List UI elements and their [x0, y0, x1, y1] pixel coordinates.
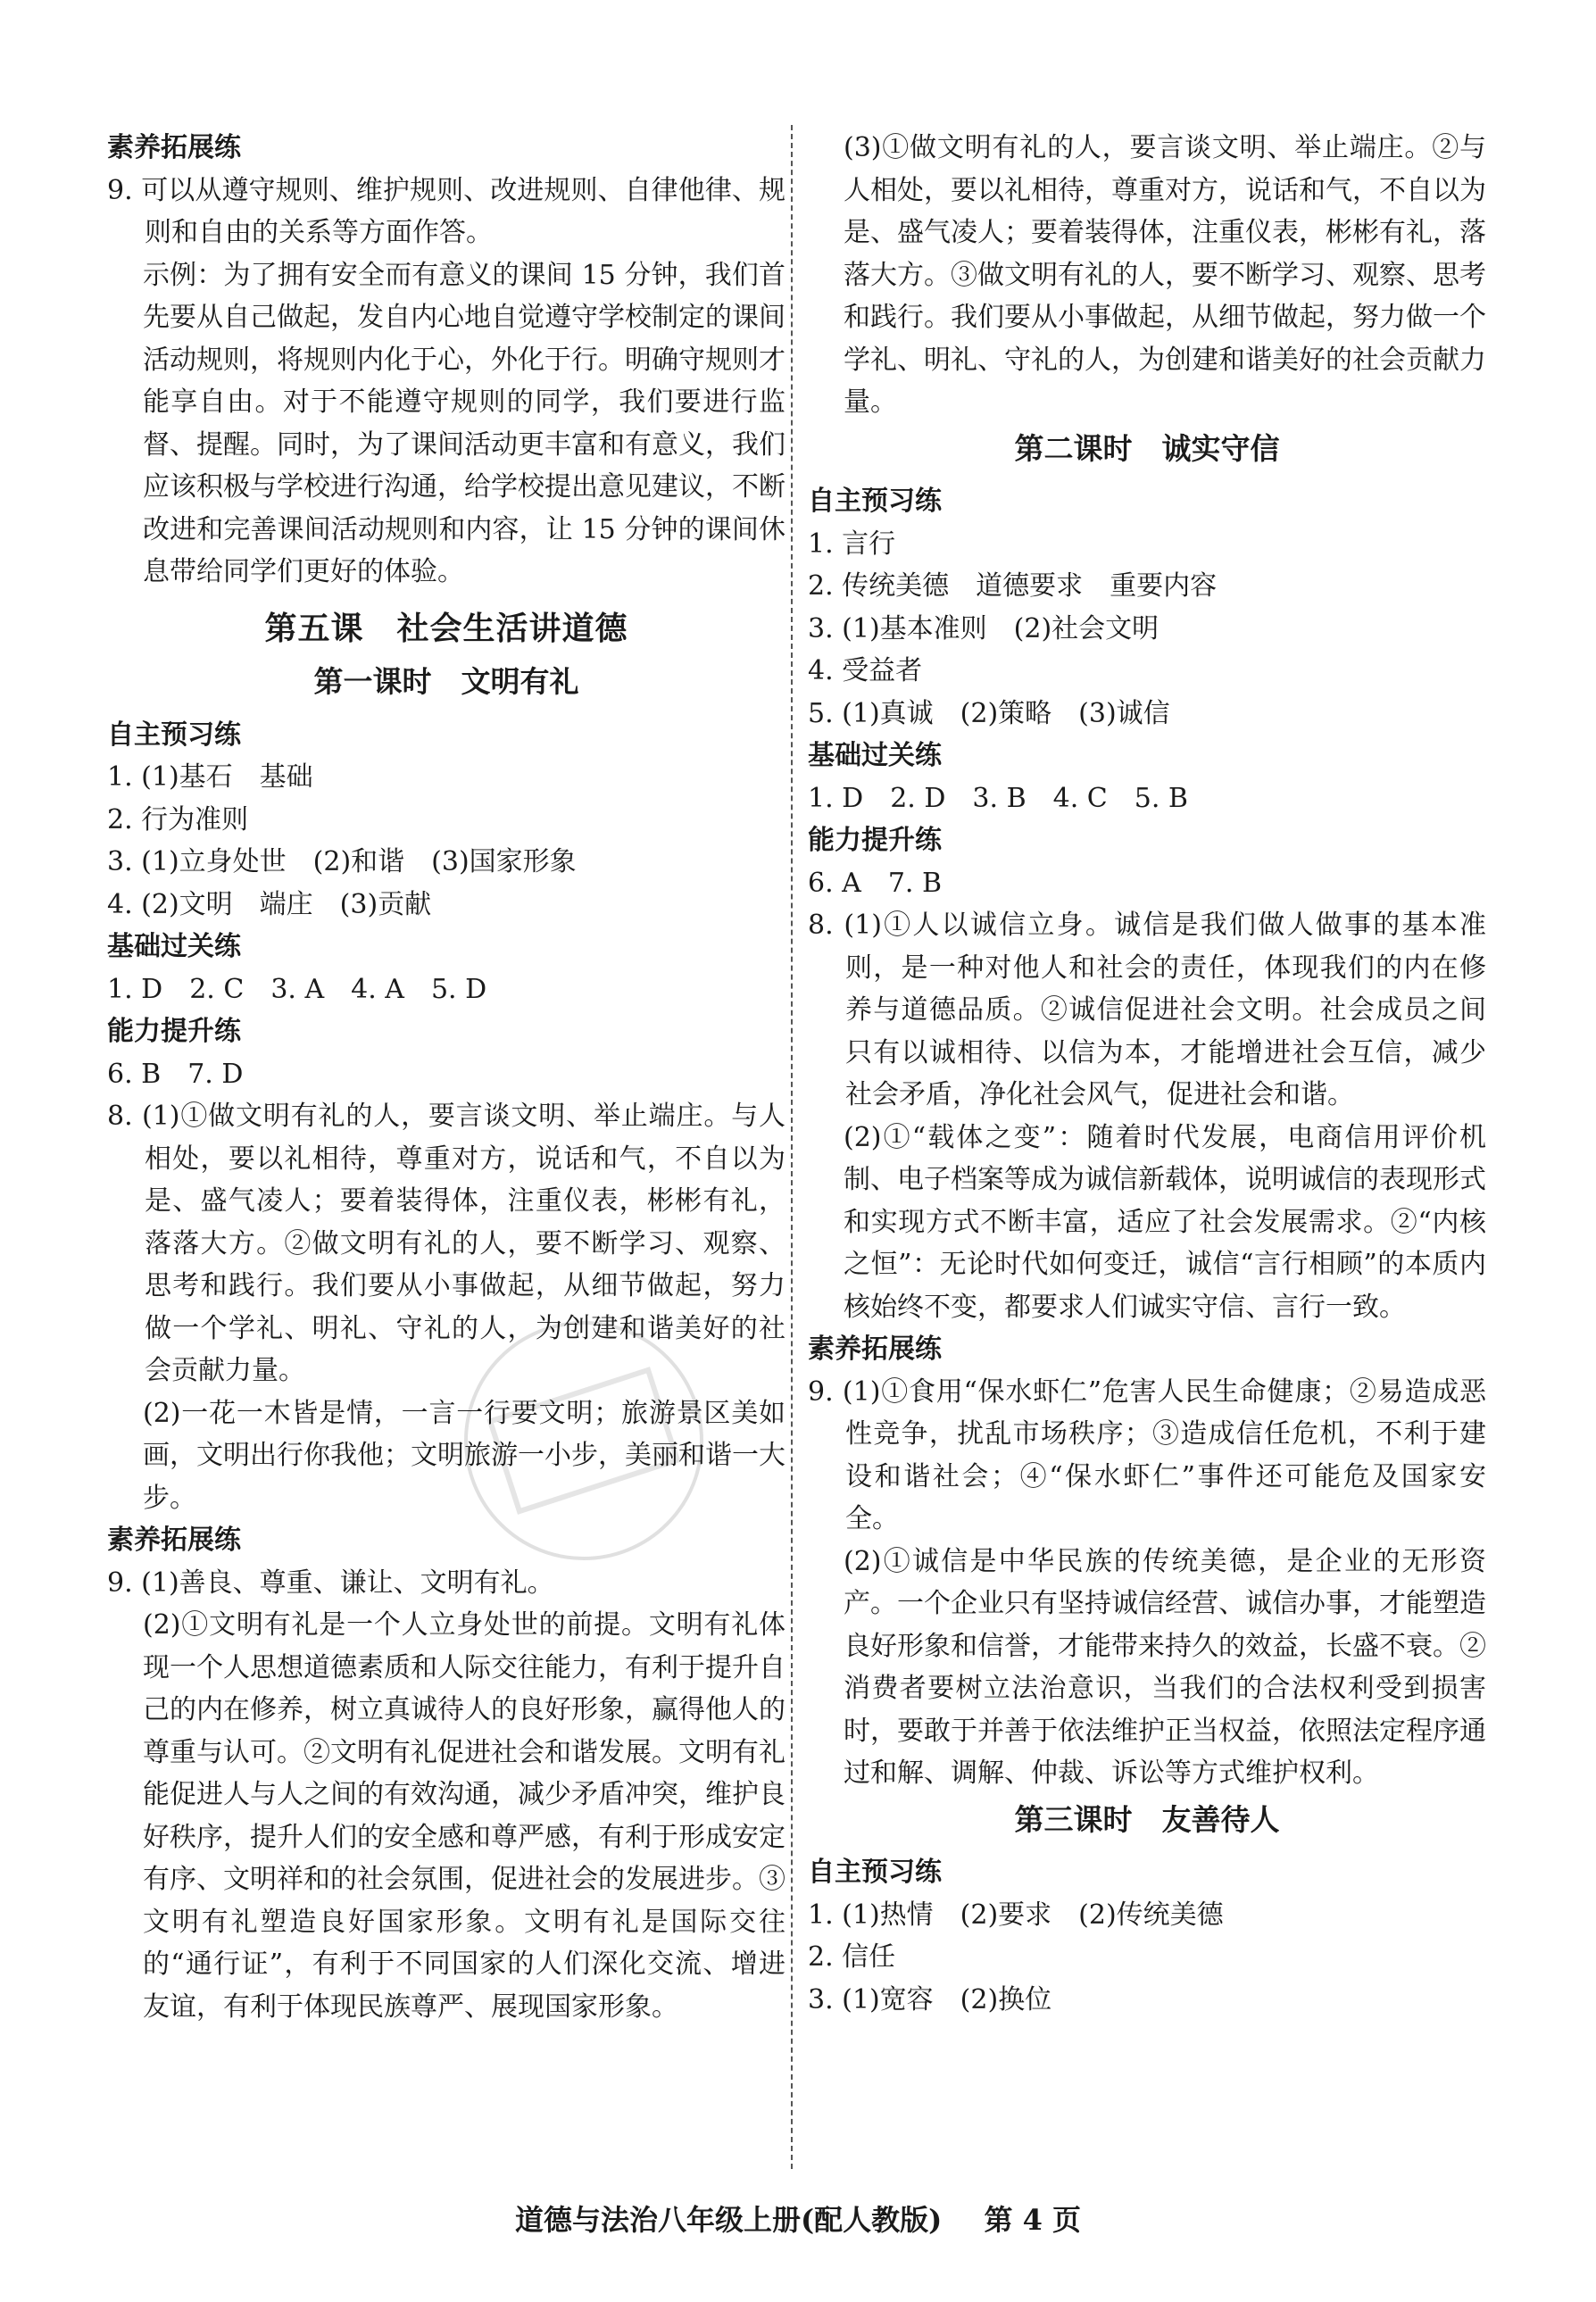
answer-line: 2. 传统美德 道德要求 重要内容 — [808, 570, 1218, 602]
answer-paragraph: (2)①诚信是中华民族的传统美德，是企业的无形资产。一个企业只有坚持诚信经营、诚信办事，才能塑造良好形象和信誉，才能带来持久的效益，长盛不衰。②消费者要树立法治意识，当我们的合法权利受到损害时，要敢于并善于依法维护正当权益，依照法定程序通过和解、调解、仲裁、诉讼等方式维护权利。 — [844, 1545, 1486, 1789]
page-footer — [0, 2198, 1596, 2239]
answer-paragraph: (2)一花一木皆是情，一言一行要文明；旅游景区美如画，文明出行你我他；文明旅游一小步，美丽和谐一大步。 — [143, 1397, 786, 1514]
section-heading: 素养拓展练 — [107, 1525, 241, 1556]
answer-line: 1. D 2. C 3. A 4. A 5. D — [107, 973, 487, 1005]
answer-line: 3. (1)立身处世 (2)和谐 (3)国家形象 — [107, 846, 577, 877]
footer-page-number: 第 4 页 — [984, 2203, 1081, 2237]
left-column — [107, 127, 786, 2028]
answer-item: 8. (1)①人以诚信立身。诚信是我们做人做事的基本准则，是一种对他人和社会的责任，体现我们的内在修养与道德品质。②诚信促进社会文明。社会成员之间只有以诚相待、以信为本，才能增进社会互信，减少社会矛盾，净化社会风气，促进社会和谐。 — [808, 910, 1486, 1110]
subsection-title: 第三课时 友善待人 — [1014, 1801, 1280, 1837]
section-heading: 自主预习练 — [107, 719, 241, 751]
column-divider — [791, 125, 793, 2169]
subsection-title: 第二课时 诚实守信 — [1014, 430, 1280, 466]
answer-line: 2. 行为准则 — [107, 803, 249, 835]
answer-line: 1. (1)热情 (2)要求 (2)传统美德 — [808, 1899, 1224, 1931]
answer-line: 6. A 7. B — [808, 867, 943, 899]
footer-book-title: 道德与法治八年级上册(配人教版) — [515, 2203, 943, 2237]
answer-paragraph: (2)①“载体之变”：随着时代发展，电商信用评价机制、电子档案等成为诚信新载体，说明诚信的表现形式和实现方式不断丰富，适应了社会发展需求。②“内核之恒”：无论时代如何变迁，诚信“言行相顾”的本质内核始终不变，都要求人们诚实守信、言行一致。 — [844, 1121, 1486, 1323]
lesson-title: 第五课 社会生活讲道德 — [264, 610, 628, 647]
answer-item: 9. (1)①食用“保水虾仁”危害人民生命健康；②易造成恶性竞争，扰乱市场秩序；③造成信任危机，不利于建设和谐社会；④“保水虾仁”事件还可能危及国家安全。 — [808, 1375, 1486, 1534]
answer-line: 4. 受益者 — [808, 655, 923, 686]
answer-paragraph: (3)①做文明有礼的人，要言谈文明、举止端庄。②与人相处，要以礼相待，尊重对方，说话和气，不自以为是、盛气凌人；要着装得体，注重仪表，彬彬有礼，落落大方。③做文明有礼的人，要不断学习、观察、思考和践行。我们要从小事做起，从细节做起，努力做一个学礼、明礼、守礼的人，为创建和谐美好的社会贡献力量。 — [844, 132, 1486, 418]
answer-line: 4. (2)文明 端庄 (3)贡献 — [107, 888, 432, 920]
answer-item: 9. 可以从遵守规则、维护规则、改进规则、自律他律、规则和自由的关系等方面作答。 — [107, 174, 786, 248]
section-heading: 基础过关练 — [808, 740, 942, 771]
answer-line: 1. D 2. D 3. B 4. C 5. B — [808, 782, 1188, 814]
section-heading: 基础过关练 — [107, 931, 241, 962]
answer-line: 5. (1)真诚 (2)策略 (3)诚信 — [808, 697, 1170, 729]
section-heading: 能力提升练 — [107, 1016, 241, 1047]
answer-line: 3. (1)宽容 (2)换位 — [808, 1983, 1052, 2015]
right-column — [808, 127, 1486, 2021]
section-heading: 自主预习练 — [808, 1857, 942, 1888]
answer-line: 2. 信任 — [808, 1941, 896, 1973]
answer-item: 8. (1)①做文明有礼的人，要言谈文明、举止端庄。与人相处，要以礼相待，尊重对方，说话和气，不自以为是、盛气凌人；要着装得体，注重仪表，彬彬有礼，落落大方。②做文明有礼的人，要不断学习、观察、思考和践行。我们要从小事做起，从细节做起，努力做一个学礼、明礼、守礼的人，为创建和谐美好的社会贡献力量。 — [107, 1101, 786, 1386]
answer-line: 1. 言行 — [808, 528, 896, 560]
section-heading: 能力提升练 — [808, 825, 942, 856]
answer-paragraph: 示例：为了拥有安全而有意义的课间 15 分钟，我们首先要从自己做起，发自内心地自觉遵守学校制定的课间活动规则，将规则内化于心，外化于行。明确守规则才能享自由。对于不能遵守规则的同学，我们要进行监督、提醒。同时，为了课间活动更丰富和有意义，我们应该积极与学校进行沟通，给学校提出意见建议，不断改进和完善课间活动规则和内容，让 15 分钟的课间休息带给同学们更好的体验。 — [143, 259, 786, 587]
section-heading: 素养拓展练 — [808, 1334, 942, 1365]
answer-line: 6. B 7. D — [107, 1058, 244, 1090]
section-heading: 素养拓展练 — [107, 132, 241, 163]
answer-line: 3. (1)基本准则 (2)社会文明 — [808, 612, 1160, 644]
section-heading: 自主预习练 — [808, 486, 942, 517]
subsection-title: 第一课时 文明有礼 — [313, 664, 579, 699]
answer-paragraph: (2)①文明有礼是一个人立身处世的前提。文明有礼体现一个人思想道德素质和人际交往能力，有利于提升自己的内在修养，树立真诚待人的良好形象，赢得他人的尊重与认可。②文明有礼促进社会和谐发展。文明有礼能促进人与人之间的有效沟通，减少矛盾冲突，维护良好秩序，提升人们的安全感和尊严感，有利于形成安定有序、文明祥和的社会氛围，促进社会的发展进步。③文明有礼塑造良好国家形象。文明有礼是国际交往的“通行证”，有利于不同国家的人们深化交流、增进友谊，有利于体现民族尊严、展现国家形象。 — [143, 1609, 786, 2023]
answer-line: 1. (1)基石 基础 — [107, 761, 313, 793]
answer-item: 9. (1)善良、尊重、谦让、文明有礼。 — [107, 1567, 554, 1599]
